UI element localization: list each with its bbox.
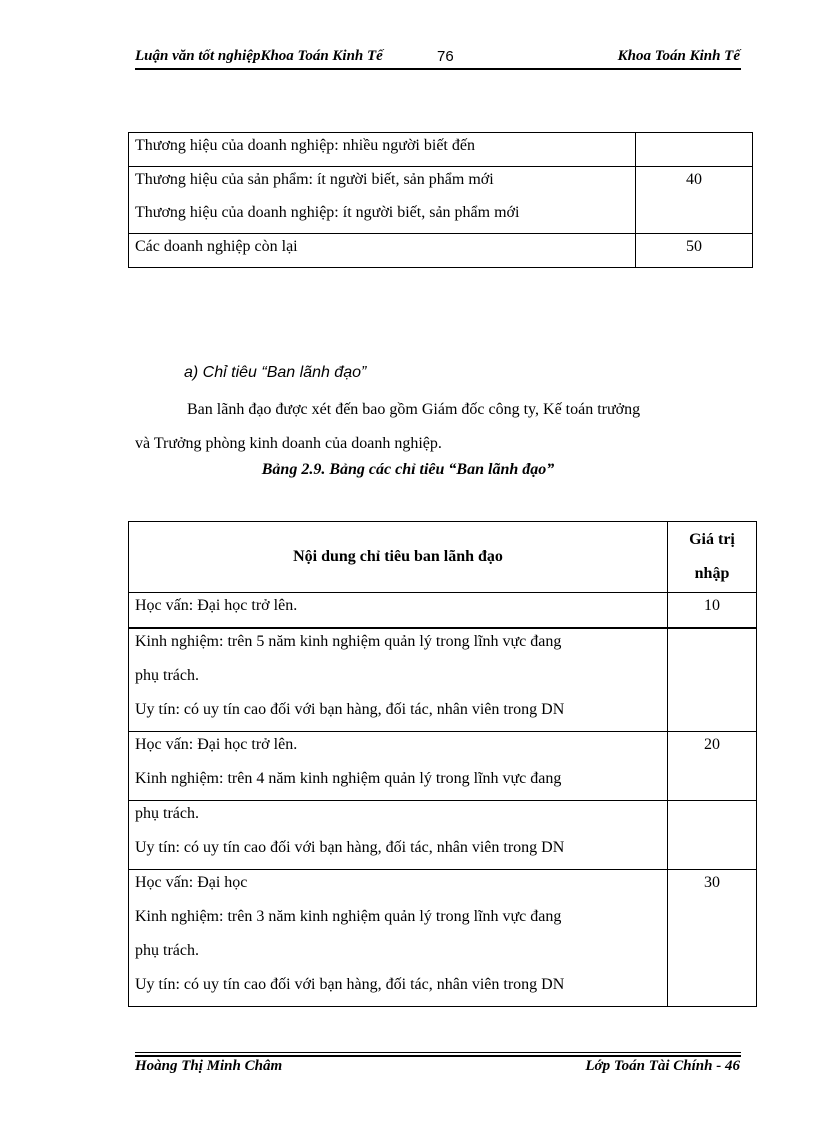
table-row	[129, 628, 757, 732]
cell-value-text: 10	[704, 597, 720, 614]
table-cell-value	[668, 801, 757, 870]
table-row	[129, 732, 757, 801]
cell-value-text: 50	[686, 238, 702, 255]
footer-author: Hoàng Thị Minh Châm	[135, 1058, 283, 1074]
table-cell-content	[129, 732, 668, 801]
table-cell-value	[668, 870, 757, 1007]
header-value-line: Giá trị	[689, 531, 735, 548]
page-footer	[135, 1058, 740, 1080]
table-row	[129, 234, 753, 268]
cell-line: Uy tín: có uy tín cao đối với bạn hàng, đối tác, nhân viên trong DN	[135, 839, 565, 856]
cell-line: Thương hiệu của sản phẩm: ít người biết, sản phẩm mới	[135, 171, 494, 188]
table-cell-content	[129, 593, 668, 629]
cell-line: Thương hiệu của doanh nghiệp: nhiều người biết đến	[135, 137, 475, 154]
cell-line: Uy tín: có uy tín cao đối với bạn hàng, đối tác, nhân viên trong DN	[135, 701, 565, 718]
footer-rule-thick	[135, 1055, 741, 1057]
cell-line: Uy tín: có uy tín cao đối với bạn hàng, đối tác, nhân viên trong DN	[135, 976, 565, 993]
table-cell-content	[129, 234, 636, 268]
header-rule	[135, 68, 741, 70]
header-title-right: Khoa Toán Kinh Tế	[617, 48, 740, 64]
cell-line: Kinh nghiệm: trên 4 năm kinh nghiệm quản lý trong lĩnh vực đang	[135, 770, 562, 787]
criteria-table-brand	[128, 132, 753, 268]
table-row	[129, 133, 753, 167]
table-cell-content	[129, 167, 636, 234]
page-header	[135, 48, 740, 70]
cell-line: phụ trách.	[135, 805, 199, 822]
cell-line: Học vấn: Đại học	[135, 874, 248, 891]
paragraph-line: và Trưởng phòng kinh doanh của doanh nghiệp.	[135, 435, 442, 452]
cell-line: Học vấn: Đại học trở lên.	[135, 597, 298, 614]
cell-value-text: 40	[686, 171, 702, 188]
table-cell-content	[129, 801, 668, 870]
cell-line: Kinh nghiệm: trên 5 năm kinh nghiệm quản lý trong lĩnh vực đang	[135, 633, 562, 650]
table-header-row	[129, 522, 757, 593]
table-cell-value	[668, 628, 757, 732]
table-row	[129, 801, 757, 870]
column-header-value	[668, 522, 757, 593]
cell-line: phụ trách.	[135, 667, 199, 684]
section-heading: a) Chỉ tiêu “Ban lãnh đạo”	[184, 364, 367, 381]
table-cell-value	[636, 167, 753, 234]
criteria-table-leadership	[128, 521, 757, 1007]
paragraph-line: Ban lãnh đạo được xét đến bao gồm Giám đốc công ty, Kế toán trưởng	[187, 401, 641, 418]
footer-class: Lớp Toán Tài Chính - 46	[585, 1058, 740, 1074]
table-cell-value	[668, 732, 757, 801]
cell-value-text: 30	[704, 874, 720, 891]
cell-line: Các doanh nghiệp còn lại	[135, 238, 298, 255]
cell-line: Thương hiệu của doanh nghiệp: ít người biết, sản phẩm mới	[135, 204, 520, 221]
cell-value-text: 20	[704, 736, 720, 753]
cell-line: phụ trách.	[135, 942, 199, 959]
column-header-content: Nội dung chỉ tiêu ban lãnh đạo	[129, 522, 668, 593]
header-page-number: 76	[437, 48, 454, 65]
table-cell-content	[129, 628, 668, 732]
table-cell-content	[129, 870, 668, 1007]
table-row	[129, 167, 753, 234]
table-cell-value	[636, 133, 753, 167]
section-paragraph	[135, 393, 740, 461]
header-title-left: Luận văn tốt nghiệpKhoa Toán Kinh Tế	[135, 48, 383, 64]
table-row	[129, 593, 757, 629]
table-cell-content	[129, 133, 636, 167]
header-value-line: nhập	[694, 565, 730, 582]
table-row	[129, 870, 757, 1007]
table-cell-value	[636, 234, 753, 268]
table-caption: Bảng 2.9. Bảng các chỉ tiêu “Ban lãnh đạo”	[261, 461, 555, 478]
footer-rule-thin	[135, 1052, 741, 1053]
table-cell-value	[668, 593, 757, 629]
cell-line: Kinh nghiệm: trên 3 năm kinh nghiệm quản lý trong lĩnh vực đang	[135, 908, 562, 925]
cell-line: Học vấn: Đại học trở lên.	[135, 736, 298, 753]
